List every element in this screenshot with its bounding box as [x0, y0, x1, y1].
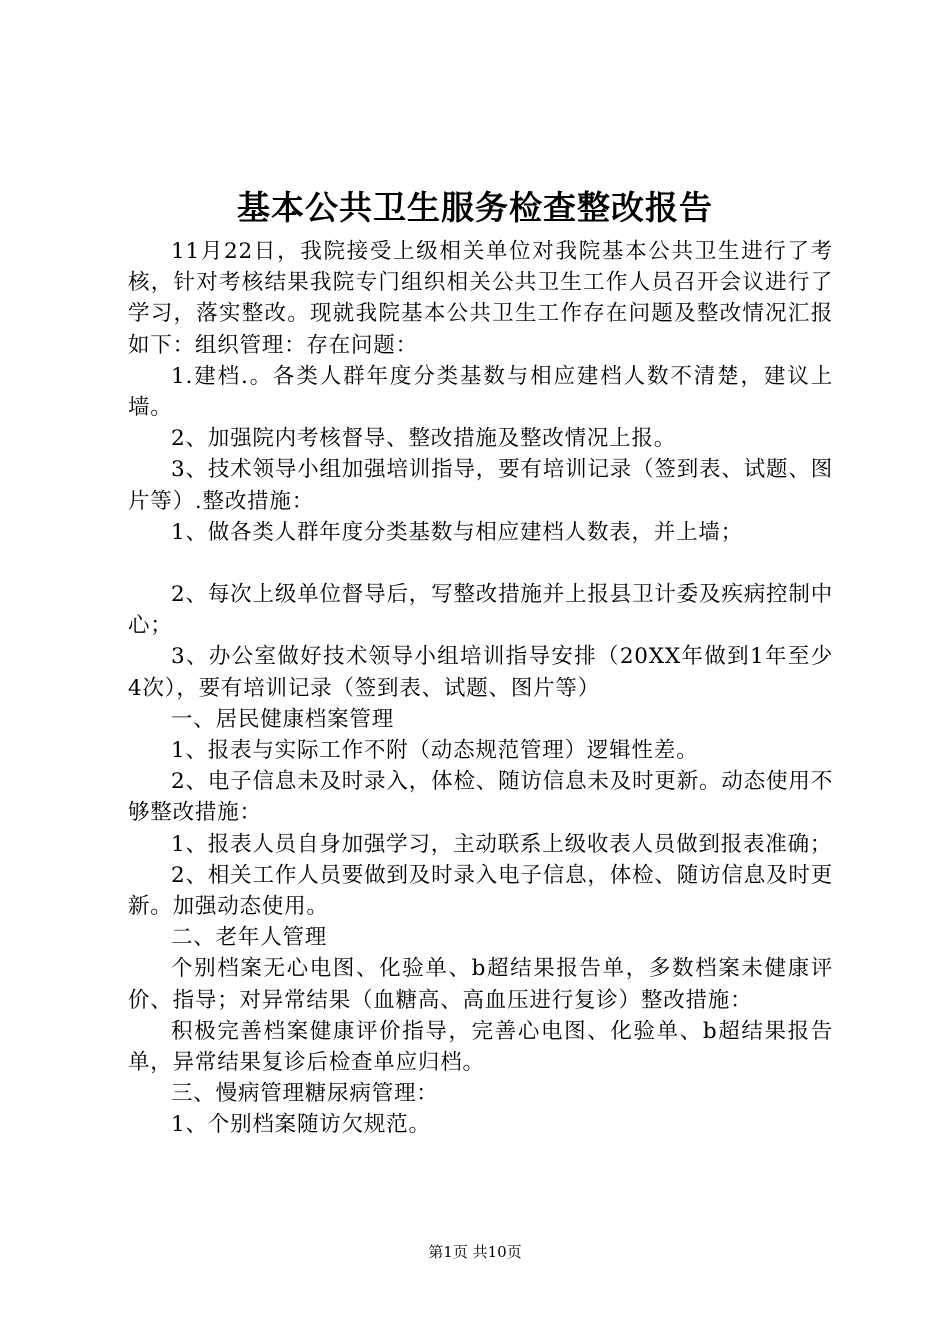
section-heading-1: 一、居民健康档案管理	[171, 706, 395, 732]
section-heading-2: 二、老年人管理	[171, 925, 328, 951]
paragraph: 1、报表人员自身加强学习，主动联系上级收表人员做到报表准确；	[171, 831, 833, 857]
paragraph: 2、相关工作人员要做到及时录入电子信息，体检、随访信息及时更新。加强动态使用。	[128, 862, 833, 920]
paragraph: 1.建档.。各类人群年度分类基数与相应建档人数不清楚，建议上墙。	[128, 363, 833, 421]
paragraph: 个别档案无心电图、化验单、b超结果报告单，多数档案未健康评价、指导；对异常结果（血糖高、高血压进行复诊）整改措施：	[128, 956, 833, 1013]
paragraph: 3、办公室做好技术领导小组培训指导安排（20XX年做到1年至少4次），要有培训记录（签到表、试题、图片等）	[128, 644, 833, 701]
paragraph: 1、做各类人群年度分类基数与相应建档人数表，并上墙；	[171, 519, 743, 545]
paragraph-intro: 11月22日，我院接受上级相关单位对我院基本公共卫生进行了考核，针对考核结果我院专门组织相关公共卫生工作人员召开会议进行了学习，落实整改。现就我院基本公共卫生工作存在问题及整改情况汇报如下：组织管理：存在问题：	[128, 239, 833, 358]
paragraph: 积极完善档案健康评价指导，完善心电图、化验单、b超结果报告单，异常结果复诊后检查单应归档。	[128, 1018, 833, 1076]
page-footer: 第1页 共10页	[428, 1243, 522, 1261]
paragraph: 1、报表与实际工作不附（动态规范管理）逻辑性差。	[171, 738, 699, 764]
paragraph: 2、每次上级单位督导后，写整改措施并上报县卫计委及疾病控制中心；	[128, 582, 833, 639]
paragraph: 2、电子信息未及时录入，体检、随访信息未及时更新。动态使用不够整改措施：	[128, 769, 833, 826]
paragraph: 1、个别档案随访欠规范。	[171, 1112, 431, 1138]
document-title: 基本公共卫生服务检查整改报告	[237, 188, 713, 227]
paragraph-gap	[128, 548, 833, 579]
paragraph: 3、技术领导小组加强培训指导，要有培训记录（签到表、试题、图片等）.整改措施：	[128, 457, 833, 514]
section-heading-3: 三、慢病管理糖尿病管理：	[171, 1081, 439, 1107]
paragraph: 2、加强院内考核督导、整改措施及整改情况上报。	[171, 426, 677, 452]
document-body	[128, 236, 833, 1141]
